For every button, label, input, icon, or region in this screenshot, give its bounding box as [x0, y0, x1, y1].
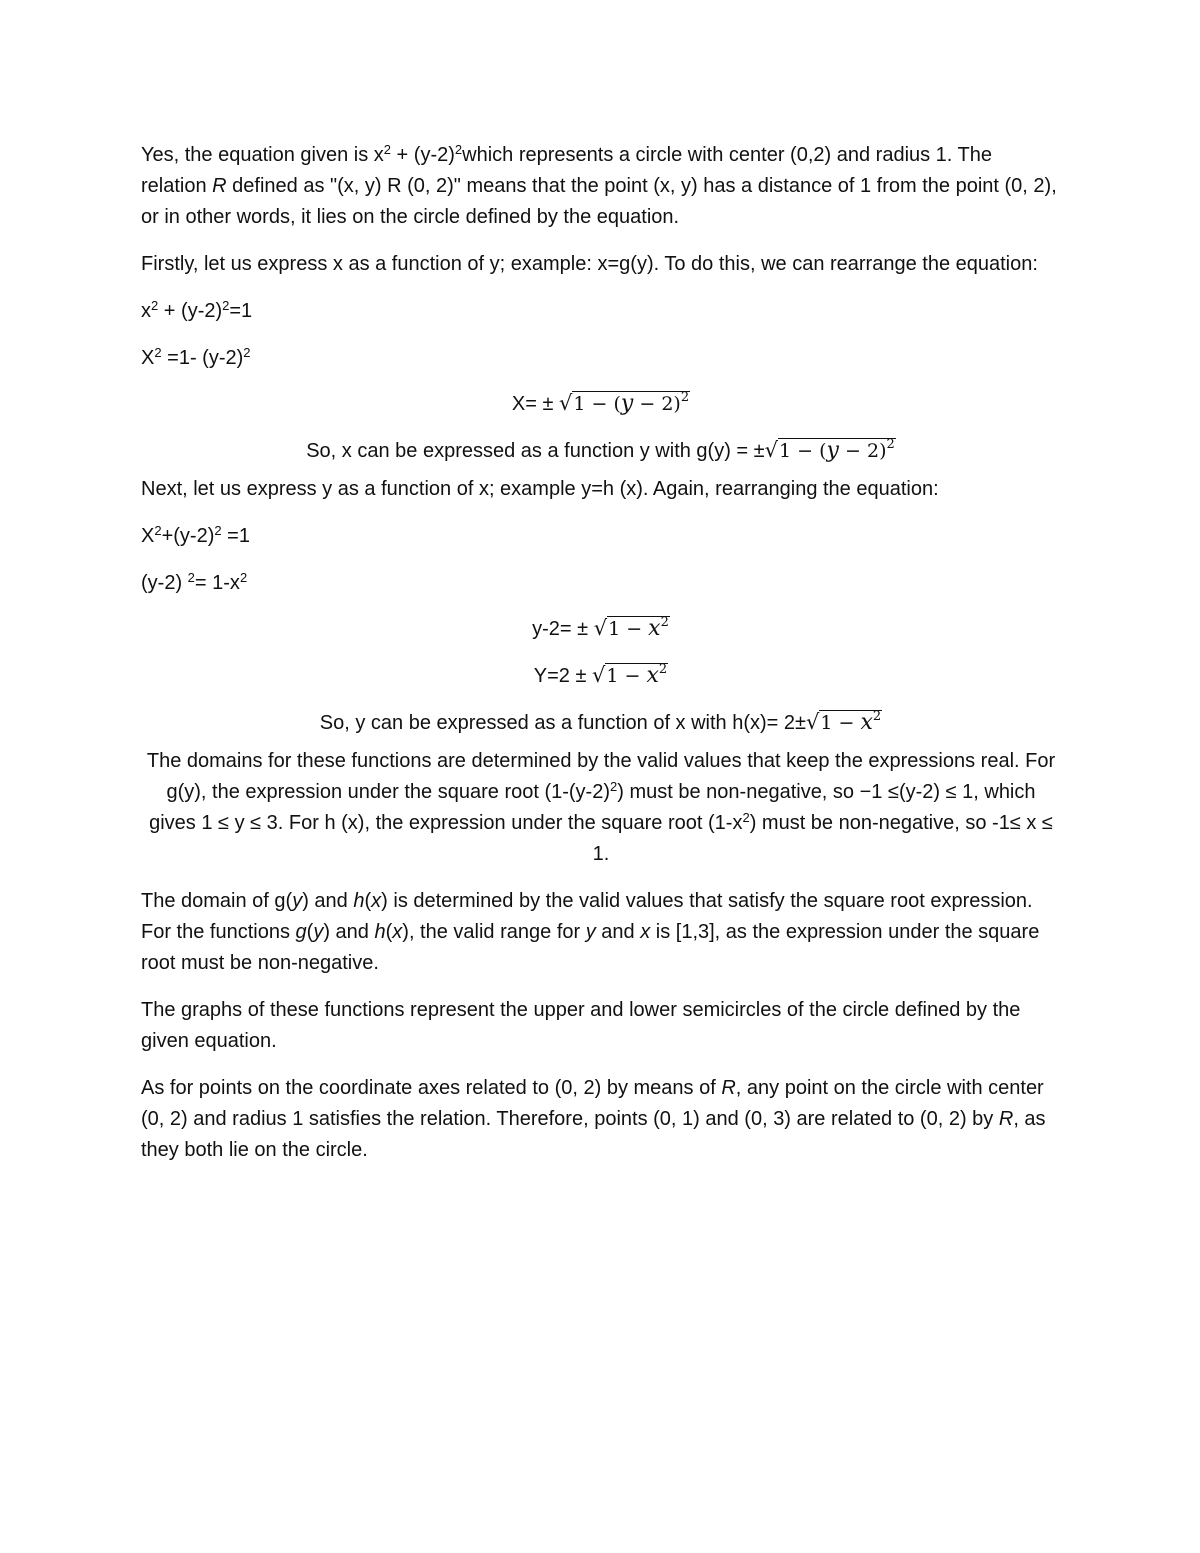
equation-7: $y-2= \pm √1 - x^2$ — [532, 615, 669, 641]
square-root-icon: √ — [806, 710, 820, 734]
equation-1: $x^2 + (y-2)^2=1$ — [141, 298, 253, 322]
square-root-icon: √ — [592, 663, 606, 687]
square-root-icon: √ — [593, 616, 608, 640]
paragraph-domains: The domains for these functions are determined by the valid values that keep the expressions real. For g(y), the expression under the square root $(1-(y-2)^2)$ must be non-negative, so −1 ≤(y-2) ≤ 1, which gives 1 ≤ y ≤ 3. For h (x), the expression under the square root $(1-x^2)$ must be non-negative, so -1≤ x ≤ 1. — [146, 750, 1056, 865]
radicand: $1 - x^2$ — [608, 615, 669, 641]
radicand: $1 - (y - 2)^2$ — [573, 390, 690, 416]
equation-2: $X^2 =1-$ $(y-2)^2$ — [141, 345, 251, 369]
paragraph-express-y: Next, let us express y as a function of x; example y=h (x). Again, rearranging the equation: — [141, 478, 939, 500]
square-root-icon: √ — [764, 438, 779, 462]
paragraph-graphs: The graphs of these functions represent the upper and lower semicircles of the circle defined by the given equation. — [141, 999, 1021, 1052]
square-root-icon: √ — [559, 391, 573, 415]
radicand: $1 - (y - 2)^2$ — [779, 437, 895, 463]
equation-6: (y-2) $^2= 1-x^2$ — [141, 570, 248, 594]
equation-3: $X= \pm √1 - (y - 2)^2$ — [511, 390, 690, 416]
document-page — [141, 140, 1061, 1182]
paragraph-intro: Yes, the equation given is $x^2$ + $(y-2)^2which$ represents a circle with center (0,2) and radius 1. The relation R defined as "(x, y) R (0, 2)" means that the point (x, y) has a distance of 1 from the point (0, 2), or in other words, it lies on the circle defined by the equation. — [141, 142, 1057, 228]
paragraph-points: As for points on the coordinate axes related to (0, 2) by means of R, any point on the circle with center (0, 2) and radius 1 satisfies the relation. Therefore, points (0, 1) and (0, 3) are related to (0, 2) by R, as they both lie on the circle. — [141, 1077, 1046, 1161]
equation-4: So, x can be expressed as a function y with $g(y) = \pm√1 - (y - 2)^2$ — [306, 437, 895, 463]
radicand: $1 - x^2$ — [820, 709, 882, 735]
paragraph-express-x: Firstly, let us express x as a function of y; example: x=g(y). To do this, we can rearrange the equation: — [141, 253, 1038, 275]
equation-5: $X^2+(y-2)^2 =1$ — [141, 523, 250, 547]
paragraph-domain-range: The domain of g(y) and h(x) is determined by the valid values that satisfy the square root expression. For the functions g(y) and h(x), the valid range for y and x is [1,3], as the expression under the square root must be non-negative. — [141, 890, 1040, 974]
equation-9: So, y can be expressed as a function of x with $h(x)= 2\pm√1 - x^2$ — [319, 709, 882, 735]
equation-8: $Y=2 \pm √1 - x^2$ — [533, 662, 668, 688]
radicand: $1 - x^2$ — [606, 662, 668, 688]
